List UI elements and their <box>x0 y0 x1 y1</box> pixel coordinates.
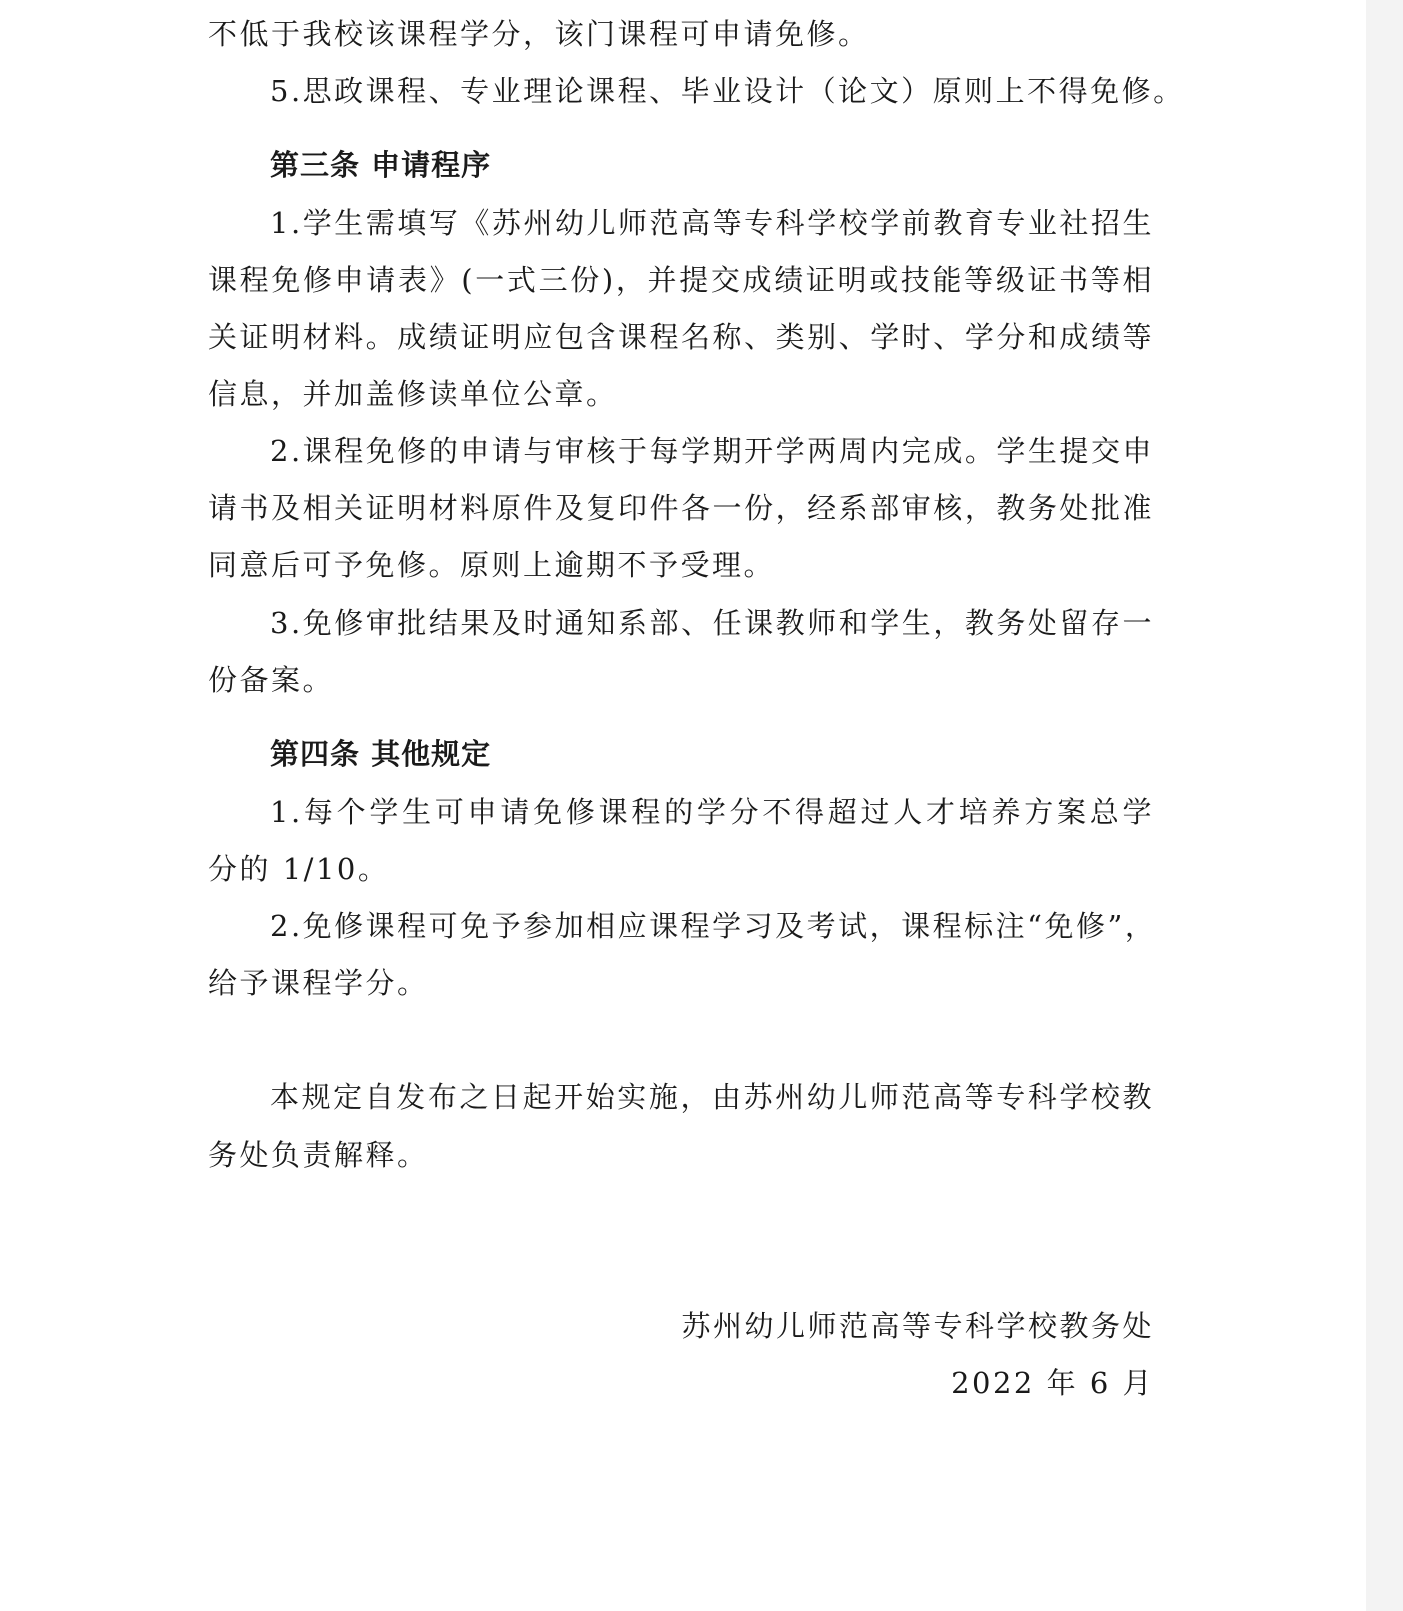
paragraph-line: 关证明材料。成绩证明应包含课程名称、类别、学时、学分和成绩等 <box>208 320 1154 354</box>
paragraph-line: 2.课程免修的申请与审核于每学期开学两周内完成。学生提交申 <box>270 434 1154 468</box>
paragraph-line: 请书及相关证明材料原件及复印件各一份，经系部审核，教务处批准 <box>208 491 1154 525</box>
paragraph-line: 3.免修审批结果及时通知系部、任课教师和学生，教务处留存一 <box>270 606 1154 640</box>
paragraph-line: 给予课程学分。 <box>208 966 429 1000</box>
paragraph-line: 1.每个学生可申请免修课程的学分不得超过人才培养方案总学 <box>270 795 1154 829</box>
section-3-title: 第三条 申请程序 <box>270 148 492 182</box>
section-4-title: 第四条 其他规定 <box>270 737 492 771</box>
paragraph-line: 本规定自发布之日起开始实施，由苏州幼儿师范高等专科学校教 <box>270 1080 1154 1114</box>
paragraph-line: 分的 1/10。 <box>208 852 390 886</box>
paragraph-line: 1.学生需填写《苏州幼儿师范高等专科学校学前教育专业社招生 <box>270 206 1154 240</box>
paragraph-line: 份备案。 <box>208 663 335 697</box>
signature-date: 2022 年 6 月 <box>951 1366 1154 1400</box>
paragraph-line: 不低于我校该课程学分，该门课程可申请免修。 <box>208 17 870 51</box>
paragraph-line: 课程免修申请表》(一式三份)，并提交成绩证明或技能等级证书等相 <box>208 263 1154 297</box>
paragraph-line: 务处负责解释。 <box>208 1138 429 1172</box>
paragraph-line: 信息，并加盖修读单位公章。 <box>208 377 618 411</box>
signature-issuer: 苏州幼儿师范高等专科学校教务处 <box>681 1309 1154 1343</box>
paragraph-line: 5.思政课程、专业理论课程、毕业设计（论文）原则上不得免修。 <box>270 74 1185 108</box>
paragraph-line: 同意后可予免修。原则上逾期不予受理。 <box>208 548 776 582</box>
paragraph-line: 2.免修课程可免予参加相应课程学习及考试，课程标注“免修”， <box>270 909 1157 943</box>
scrollbar-track[interactable] <box>1366 0 1403 1611</box>
